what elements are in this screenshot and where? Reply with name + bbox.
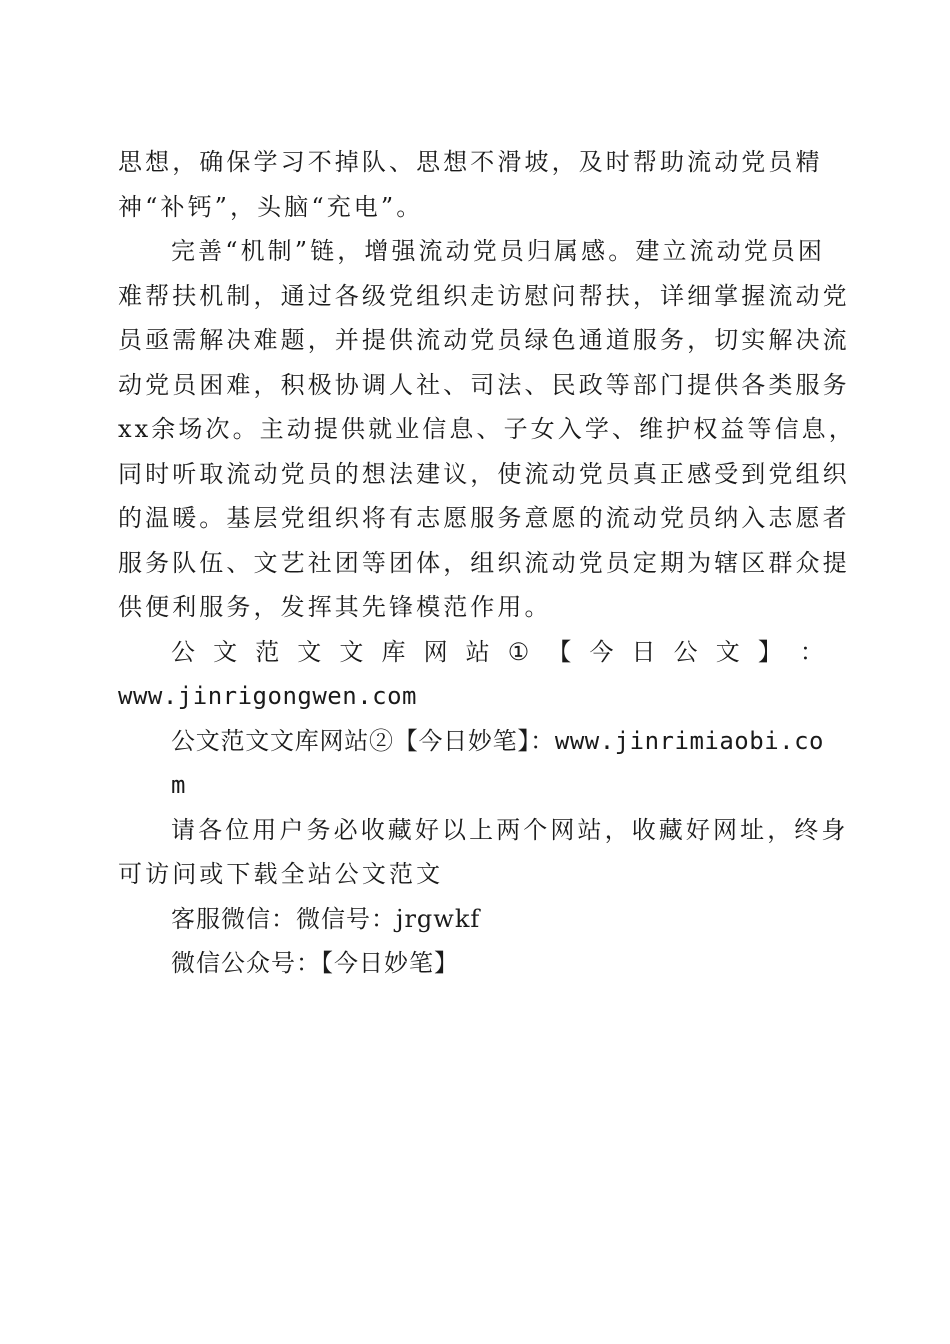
label-char: 文 [339,637,364,666]
text-line: 员亟需解决难题，并提供流动党员绿色通道服务，切实解决流 [118,326,850,354]
service-wechat: 客服微信：微信号：jrgwkf [171,904,481,933]
label-char: 今 [589,637,614,666]
label-char: 库 [381,637,406,666]
paragraph-2 [118,229,856,630]
text-line: 动党员困难，积极协调人社、司法、民政等部门提供各类服务 [118,370,850,399]
text-line: 服务队伍、文艺社团等团体，组织流动党员定期为辖区群众提 [118,548,850,577]
text-line: 的温暖。基层党组织将有志愿服务意愿的流动党员纳入志愿者 [118,504,850,532]
notice-paragraph [118,808,849,897]
text-line: 同时听取流动党员的想法建议，使流动党员真正感受到党组织 [118,459,850,488]
website-1-label [118,630,824,675]
text-line: 难帮扶机制，通过各级党组织走访慰问帮扶，详细掌握流动党 [118,281,850,310]
label-char: 【 [547,637,572,666]
label-char: 文 [297,637,322,666]
website-2-label: 公文范文文库网站②【今日妙笔】： [171,726,555,755]
label-char: 网 [423,637,448,666]
website-2-url[interactable]: www.jinrimiaobi.com [171,726,824,799]
website-1-url[interactable]: www.jinrigongwen.com [118,682,417,710]
website-1 [118,630,824,719]
label-char: 】 [757,637,782,666]
paragraph-1 [118,140,824,229]
label-char: ① [507,637,530,666]
label-char: 站 [465,637,490,666]
document-page [118,140,856,986]
text-line: 可访问或下载全站公文范文 [118,860,444,888]
text-line: 思想，确保学习不掉队、思想不滑坡，及时帮助流动党员精 [118,148,823,176]
text-line: 供便利服务，发挥其先锋模范作用。 [118,593,552,621]
label-char: 公 [673,637,698,666]
label-char: 范 [255,637,280,666]
website-2 [118,719,824,808]
text-line: 完善“机制”链，增强流动党员归属感。建立流动党员困 [171,237,826,265]
label-char: ： [799,637,824,666]
label-char: 文 [715,637,740,666]
label-char: 日 [631,637,656,666]
public-account: 微信公众号：【今日妙笔】 [171,949,459,977]
text-line: 请各位用户务必收藏好以上两个网站，收藏好网址，终身 [171,815,849,844]
label-char: 公 [171,637,195,666]
text-line: xx余场次。主动提供就业信息、子女入学、维护权益等信息， [118,415,856,443]
label-char: 文 [213,637,238,666]
text-line: 神“补钙”，头脑“充电”。 [118,192,424,221]
